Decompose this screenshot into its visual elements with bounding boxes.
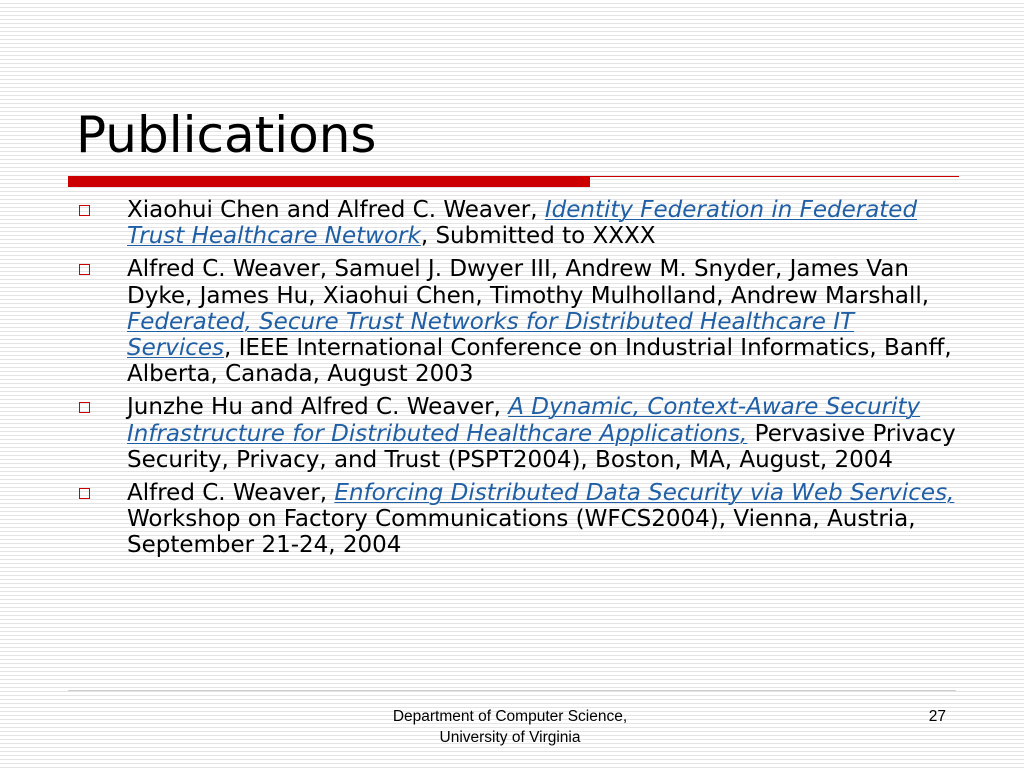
publication-title-link[interactable]: A Dynamic, Context-Aware Security Infrastructure for Distributed Healthcare Applications, <box>127 394 921 447</box>
publication-item <box>76 480 956 559</box>
publication-title-link[interactable]: Identity Federation in Federated Trust Healthcare Network <box>127 197 918 250</box>
publication-authors: Junzhe Hu and Alfred C. Weaver, <box>127 394 509 421</box>
publication-title-link[interactable]: Enforcing Distributed Data Security via Web Services, <box>334 480 955 507</box>
publication-authors: Xiaohui Chen and Alfred C. Weaver, <box>127 197 545 223</box>
slide-title: Publications <box>76 106 377 164</box>
title-rule-thick <box>68 176 590 187</box>
square-bullet-icon <box>79 264 90 275</box>
footer-department <box>310 706 710 748</box>
publication-item <box>76 256 956 387</box>
page-number: 27 <box>928 708 946 725</box>
footer-rule <box>68 690 956 691</box>
footer-department-line1: Department of Computer Science, <box>392 708 628 725</box>
publication-item <box>76 394 956 473</box>
square-bullet-icon <box>79 488 90 499</box>
publication-authors: Alfred C. Weaver, Samuel J. Dwyer III, Andrew M. Snyder, James Van Dyke, James Hu, Xiaohui Chen, Timothy Mulholland, Andrew Marshall, <box>127 256 930 309</box>
publication-venue: Pervasive Privacy Security, Privacy, and Trust (PSPT2004), Boston, MA, August, 2004 <box>127 420 956 473</box>
publication-title-link[interactable]: Federated, Secure Trust Networks for Distributed Healthcare IT Services <box>127 308 855 362</box>
square-bullet-icon <box>79 205 90 216</box>
footer-department-line2: University of Virginia <box>439 729 581 746</box>
publication-item <box>76 197 956 249</box>
title-rule-thin <box>590 176 959 177</box>
publication-venue: , IEEE International Conference on Industrial Informatics, Banff, Alberta, Canada, August 2003 <box>127 335 952 388</box>
publication-venue: Workshop on Factory Communications (WFCS2004), Vienna, Austria, September 21-24, 2004 <box>127 506 916 559</box>
title-rule <box>68 176 959 188</box>
publication-venue: , Submitted to XXXX <box>420 223 656 250</box>
publication-authors: Alfred C. Weaver, <box>127 480 335 507</box>
publication-list <box>76 197 956 566</box>
square-bullet-icon <box>79 402 90 413</box>
